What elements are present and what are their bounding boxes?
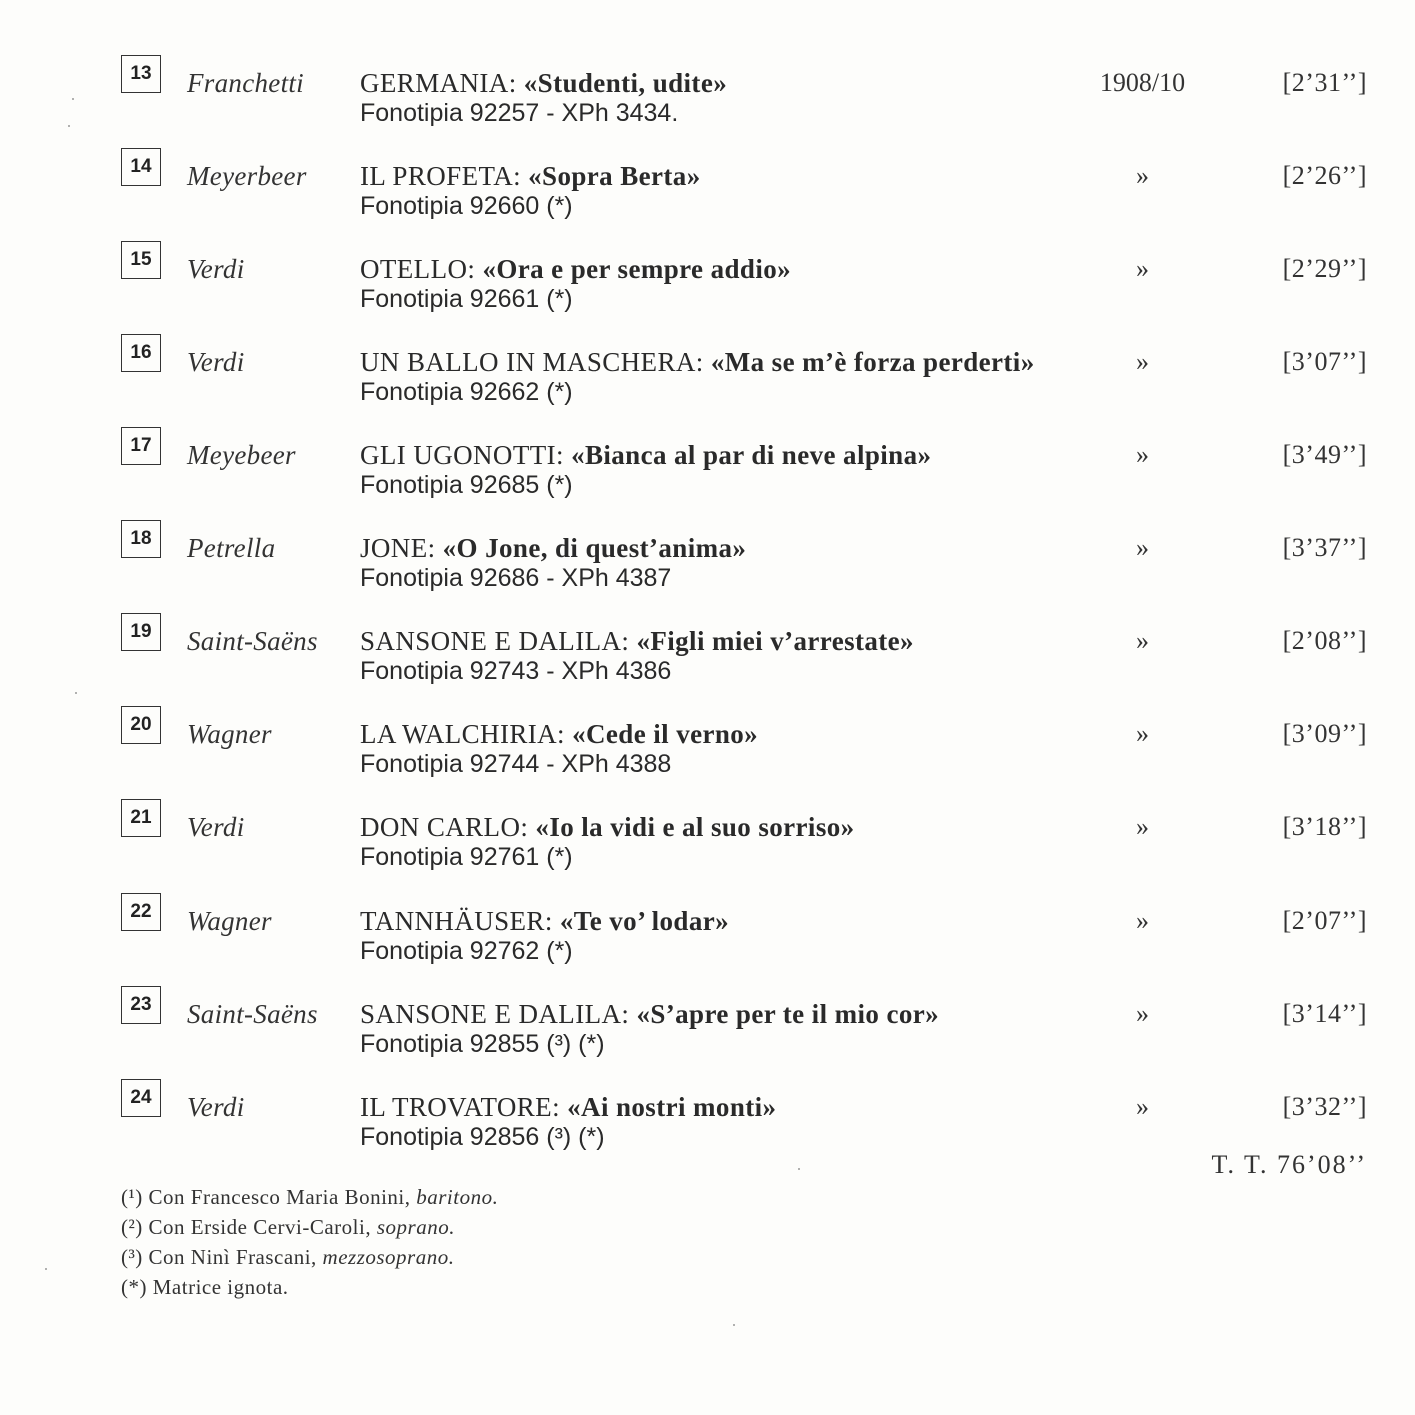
track-title xyxy=(360,347,1035,378)
footnote xyxy=(121,1212,498,1242)
aria-title: «Cede il verno» xyxy=(572,719,759,749)
record-label: Fonotipia 92686 - XPh 4387 xyxy=(360,564,672,592)
footnote-role: mezzosoprano. xyxy=(322,1245,455,1269)
track-number: 24 xyxy=(121,1079,161,1117)
recording-year: » xyxy=(1136,626,1149,655)
track-row xyxy=(0,893,1415,986)
track-number: 23 xyxy=(121,986,161,1024)
track-duration: [3’18’’] xyxy=(1282,812,1367,841)
footnote-mark: (²) xyxy=(121,1215,143,1239)
track-duration: [3’07’’] xyxy=(1282,347,1367,376)
composer-name: Meyerbeer xyxy=(187,161,307,191)
footnote xyxy=(121,1242,498,1272)
track-row xyxy=(0,241,1415,334)
recording-year: » xyxy=(1136,999,1149,1028)
composer-name: Verdi xyxy=(187,812,245,842)
paper-speck xyxy=(68,125,70,127)
opera-title: SANSONE E DALILA: xyxy=(360,999,630,1029)
aria-title: «Io la vidi e al suo sorriso» xyxy=(535,812,855,842)
record-label: Fonotipia 92685 (*) xyxy=(360,471,573,499)
aria-title: «O Jone, di quest’anima» xyxy=(442,533,747,563)
footnote-mark: (¹) xyxy=(121,1185,143,1209)
record-label: Fonotipia 92855 (³) (*) xyxy=(360,1030,605,1058)
opera-title: LA WALCHIRIA: xyxy=(360,719,565,749)
track-row xyxy=(0,1079,1415,1172)
recording-year: » xyxy=(1136,533,1149,562)
recording-year: » xyxy=(1136,1092,1149,1121)
record-label: Fonotipia 92762 (*) xyxy=(360,937,573,965)
footnote-mark: (³) xyxy=(121,1245,143,1269)
record-label: Fonotipia 92661 (*) xyxy=(360,285,573,313)
track-title xyxy=(360,440,931,471)
footnote-text: Matrice ignota. xyxy=(152,1275,289,1299)
track-title xyxy=(360,719,758,750)
aria-title: «Te vo’ lodar» xyxy=(559,906,730,936)
track-number: 16 xyxy=(121,334,161,372)
track-row xyxy=(0,334,1415,427)
track-number: 20 xyxy=(121,706,161,744)
aria-title: «Studenti, udite» xyxy=(523,68,728,98)
opera-title: GLI UGONOTTI: xyxy=(360,440,564,470)
footnote xyxy=(121,1182,498,1212)
composer-name: Meyebeer xyxy=(187,440,296,470)
track-duration: [3’32’’] xyxy=(1282,1092,1367,1121)
track-duration: [2’07’’] xyxy=(1282,906,1367,935)
composer-name: Verdi xyxy=(187,347,245,377)
track-duration: [3’09’’] xyxy=(1282,719,1367,748)
footnote-role: baritono. xyxy=(416,1185,499,1209)
track-duration: [2’31’’] xyxy=(1282,68,1367,97)
composer-name: Wagner xyxy=(187,719,272,749)
composer-name: Saint-Saëns xyxy=(187,626,318,656)
footnote-role: soprano. xyxy=(376,1215,455,1239)
footnote-mark: (*) xyxy=(121,1275,147,1299)
aria-title: «Ma se m’è forza perderti» xyxy=(710,347,1035,377)
composer-name: Wagner xyxy=(187,906,272,936)
track-number: 14 xyxy=(121,148,161,186)
recording-year: » xyxy=(1136,161,1149,190)
track-title xyxy=(360,1092,776,1123)
track-number: 22 xyxy=(121,893,161,931)
aria-title: «Ai nostri monti» xyxy=(567,1092,777,1122)
opera-title: OTELLO: xyxy=(360,254,476,284)
composer-name: Saint-Saëns xyxy=(187,999,318,1029)
aria-title: «Sopra Berta» xyxy=(528,161,701,191)
track-duration: [2’29’’] xyxy=(1282,254,1367,283)
record-label: Fonotipia 92744 - XPh 4388 xyxy=(360,750,672,778)
opera-title: GERMANIA: xyxy=(360,68,517,98)
footnote xyxy=(121,1272,498,1302)
track-title xyxy=(360,161,701,192)
track-number: 13 xyxy=(121,55,161,93)
opera-title: SANSONE E DALILA: xyxy=(360,626,630,656)
track-row xyxy=(0,613,1415,706)
recording-year: » xyxy=(1136,906,1149,935)
recording-year: » xyxy=(1136,719,1149,748)
aria-title: «Bianca al par di neve alpina» xyxy=(571,440,932,470)
recording-year: » xyxy=(1136,812,1149,841)
track-duration: [2’08’’] xyxy=(1282,626,1367,655)
track-row xyxy=(0,706,1415,799)
recording-year: » xyxy=(1136,254,1149,283)
track-title xyxy=(360,812,855,843)
track-title xyxy=(360,999,939,1030)
paper-speck xyxy=(45,1268,47,1270)
record-label: Fonotipia 92743 - XPh 4386 xyxy=(360,657,672,685)
aria-title: «Figli miei v’arrestate» xyxy=(636,626,914,656)
composer-name: Petrella xyxy=(187,533,276,563)
track-number: 18 xyxy=(121,520,161,558)
opera-title: IL TROVATORE: xyxy=(360,1092,560,1122)
total-time: T. T. 76’08’’ xyxy=(1211,1150,1367,1179)
track-duration: [3’49’’] xyxy=(1282,440,1367,469)
opera-title: DON CARLO: xyxy=(360,812,529,842)
track-title xyxy=(360,626,914,657)
footnote-text: Con Francesco Maria Bonini, xyxy=(148,1185,411,1209)
aria-title: «Ora e per sempre addio» xyxy=(482,254,792,284)
track-row xyxy=(0,986,1415,1079)
paper-speck xyxy=(733,1324,735,1326)
track-row xyxy=(0,148,1415,241)
track-duration: [3’14’’] xyxy=(1282,999,1367,1028)
aria-title: «S’apre per te il mio cor» xyxy=(636,999,940,1029)
track-duration: [3’37’’] xyxy=(1282,533,1367,562)
record-label: Fonotipia 92856 (³) (*) xyxy=(360,1123,605,1151)
composer-name: Verdi xyxy=(187,254,245,284)
record-label: Fonotipia 92660 (*) xyxy=(360,192,573,220)
paper-speck xyxy=(75,692,77,694)
opera-title: IL PROFETA: xyxy=(360,161,521,191)
opera-title: TANNHÄUSER: xyxy=(360,906,553,936)
paper-speck xyxy=(72,98,74,100)
track-title xyxy=(360,533,746,564)
track-title xyxy=(360,906,729,937)
opera-title: UN BALLO IN MASCHERA: xyxy=(360,347,704,377)
track-title xyxy=(360,68,727,99)
composer-name: Verdi xyxy=(187,1092,245,1122)
opera-title: JONE: xyxy=(360,533,436,563)
track-row xyxy=(0,427,1415,520)
track-number: 17 xyxy=(121,427,161,465)
track-number: 21 xyxy=(121,799,161,837)
track-duration: [2’26’’] xyxy=(1282,161,1367,190)
recording-year: 1908/10 xyxy=(1099,68,1186,97)
recording-year: » xyxy=(1136,347,1149,376)
record-label: Fonotipia 92257 - XPh 3434. xyxy=(360,99,679,127)
footnotes xyxy=(121,1182,498,1302)
track-number: 19 xyxy=(121,613,161,651)
track-row xyxy=(0,55,1415,148)
record-label: Fonotipia 92662 (*) xyxy=(360,378,573,406)
recording-year: » xyxy=(1136,440,1149,469)
track-row xyxy=(0,799,1415,892)
footnote-text: Con Erside Cervi-Caroli, xyxy=(148,1215,372,1239)
composer-name: Franchetti xyxy=(187,68,304,98)
track-number: 15 xyxy=(121,241,161,279)
paper-speck xyxy=(798,1168,800,1170)
track-title xyxy=(360,254,791,285)
track-row xyxy=(0,520,1415,613)
footnote-text: Con Ninì Frascani, xyxy=(148,1245,317,1269)
record-label: Fonotipia 92761 (*) xyxy=(360,843,573,871)
